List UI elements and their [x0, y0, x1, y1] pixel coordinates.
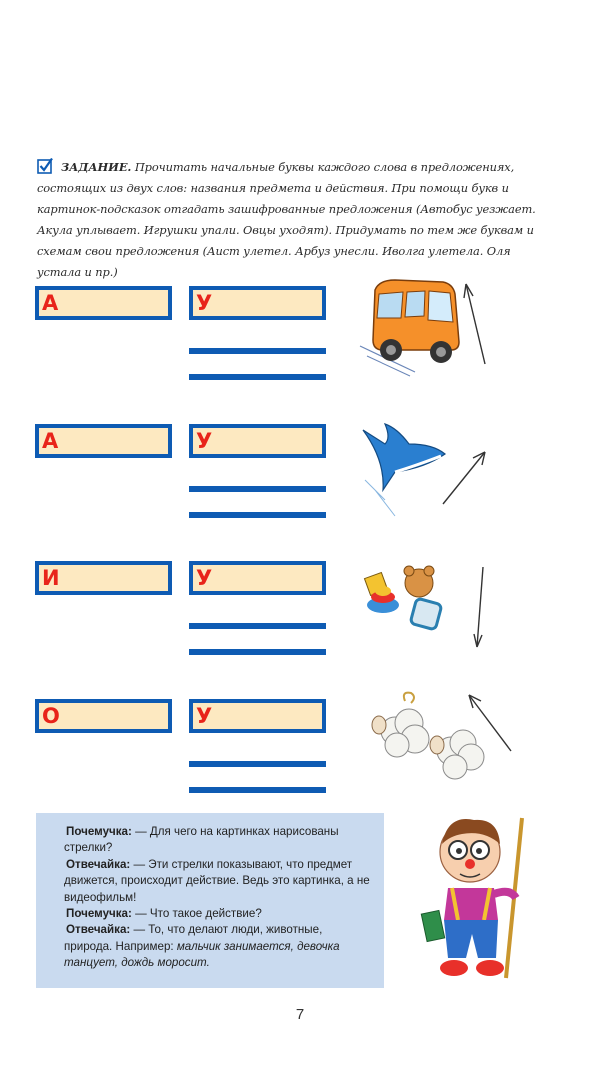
first-letter: А	[42, 429, 59, 453]
bus-moving-icon	[355, 276, 525, 386]
dialog-text: — Что такое действие?	[131, 907, 262, 921]
dialog-text: — То, что делают люди, животные, природа. Например:	[64, 923, 323, 953]
first-letter-box	[35, 561, 172, 595]
dialog-line-2	[64, 857, 370, 906]
task-paragraph	[37, 157, 557, 283]
blank-line	[189, 649, 326, 655]
second-letter-box	[189, 561, 326, 595]
dialog-examples: мальчик занимается, девочка танцует, дождь моросит.	[64, 939, 340, 970]
sheep-walking-icon	[355, 687, 525, 797]
dialog-text: — Для чего на картинках нарисованы стрелки?	[64, 825, 339, 855]
blank-line	[189, 348, 326, 354]
sentence-row-2	[0, 424, 600, 544]
sentence-row-4	[0, 699, 600, 819]
first-letter: О	[42, 704, 60, 728]
toys-falling-icon	[355, 561, 525, 671]
second-letter: У	[196, 291, 213, 315]
first-letter-box	[35, 286, 172, 320]
first-letter-box	[35, 699, 172, 733]
dialog-line-4	[64, 922, 370, 971]
dialog-box	[36, 813, 384, 988]
second-letter-box	[189, 424, 326, 458]
second-letter-box	[189, 286, 326, 320]
blank-line	[189, 761, 326, 767]
blank-line	[189, 623, 326, 629]
blank-line	[189, 374, 326, 380]
first-letter: А	[42, 291, 59, 315]
second-letter-box	[189, 699, 326, 733]
blank-line	[189, 512, 326, 518]
first-letter-box	[35, 424, 172, 458]
shark-swimming-icon	[355, 420, 525, 530]
speaker-label: Отвечайка:	[66, 923, 131, 937]
boy-with-pointer-icon	[418, 808, 538, 988]
speaker-label: Отвечайка:	[66, 857, 131, 871]
sentence-row-1	[0, 286, 600, 406]
page-number: 7	[295, 1006, 305, 1023]
second-letter: У	[196, 566, 213, 590]
speaker-label: Почемучка:	[66, 825, 132, 838]
dialog-text: — Эти стрелки показывают, что предмет движется, происходит действие. Ведь это картинка, а не видеофильм!	[64, 857, 370, 904]
blank-line	[189, 787, 326, 793]
second-letter: У	[196, 429, 213, 453]
checkbox-checked-icon	[37, 158, 53, 174]
blank-line	[189, 486, 326, 492]
sentence-row-3	[0, 561, 600, 681]
task-text: Прочитать начальные буквы каждого слова в предложениях, состоящих из двух слов: названия предмета и действия. При помощи букв и картинок-подсказок отгадать зашифрованные предложения (Автобус уезжает. Акула уплывает. Игрушки упали. Овцы уходят). Придумать по тем же буквам и схемам свои предложения (Аист улетел. Арбуз унесли. Иволга улетела. Оля устала и пр.)	[37, 160, 536, 279]
dialog-line-1	[64, 824, 370, 857]
task-heading: ЗАДАНИЕ.	[61, 160, 132, 174]
first-letter: И	[42, 566, 60, 590]
speaker-label: Почемучка:	[66, 907, 132, 921]
dialog-line-3	[64, 906, 370, 922]
second-letter: У	[196, 704, 213, 728]
